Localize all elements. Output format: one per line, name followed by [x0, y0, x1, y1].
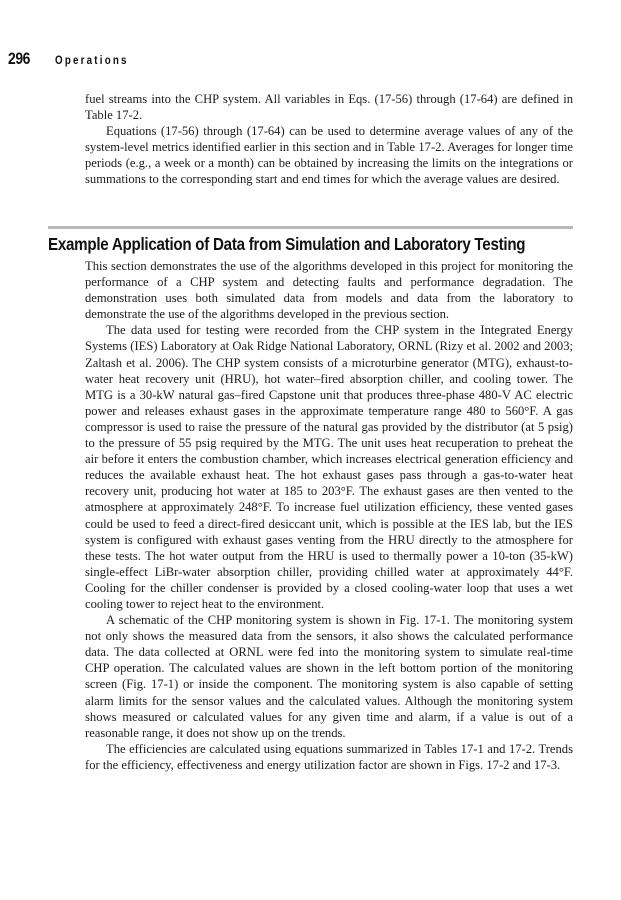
paragraph: This section demonstrates the use of the algorithms developed in this project for monitoring the performance of a CHP system and detecting faults and performance degradation. The demonstration uses both simulated data from models and data from the laboratory to demonstrate the use of the algorithms developed in the previous section.	[85, 259, 573, 322]
continuation-text	[85, 91, 573, 188]
page-number: 296	[8, 49, 31, 68]
paragraph: fuel streams into the CHP system. All variables in Eqs. (17-56) through (17-64) are defined in Table 17-2.	[85, 92, 573, 123]
paragraph: The data used for testing were recorded from the CHP system in the Integrated Energy Systems (IES) Laboratory at Oak Ridge National Laboratory, ORNL (Rizy et al. 2002 and 2003; Zaltash et al. 2006). The CHP system consists of a microturbine generator (MTG), exhaust-to-water heat recovery unit (HRU), hot water–fired absorption chiller, and cooling tower. The MTG is a 30-kW natural gas–fired Capstone unit that produces three-phase 480-V AC electric power and releases exhaust gases in the approximate temperature range 480 to 560°F. A gas compressor is used to raise the pressure of the natural gas provided by the distributor (at 5 psig) to the pressure of 55 psig required by the MTG. The unit uses heat recuperation to preheat the air before it enters the combustion chamber, which increases electrical generation efficiency and reduces the available exhaust heat. The hot exhaust gases pass through a gas-to-water heat recovery unit, producing hot water at 185 to 203°F. The exhaust gases are then vented to the atmosphere at approximately 248°F. To increase fuel utilization efficiency, these vented gases could be used to feed a direct-fired desiccant unit, which is possible at the IES lab, but the IES system is configured with exhaust gases venting from the HRU directly to the atmosphere for these tests. The hot water output from the HRU is used to thermally power a 10-ton (35-kW) single-effect LiBr-water absorption chiller, providing chilled water at approximately 44°F. Cooling for the chiller condenser is provided by a closed cooling-water loop that uses a wet cooling tower to reject heat to the environment.	[85, 323, 573, 611]
paragraph: The efficiencies are calculated using equations summarized in Tables 17-1 and 17-2. Trends for the efficiency, effectiveness and energy utilization factor are shown in Figs. 17-2 and 17-3.	[85, 741, 573, 772]
paragraph: A schematic of the CHP monitoring system is shown in Fig. 17-1. The monitoring system not only shows the measured data from the sensors, it also shows the calculated performance data. The data collected at ORNL were fed into the monitoring system to simulate real-time CHP operation. The calculated values are shown in the left bottom portion of the monitoring screen (Fig. 17-1) or inside the component. The monitoring system is also capable of setting alarm limits for the sensor values and the calculated values. Although the monitoring system shows measured or calculated values for any given time and alarm, if a value is out of a reasonable range, it does not show up on the trends.	[85, 613, 573, 740]
section-body	[85, 258, 573, 773]
running-head	[8, 49, 142, 69]
section-heading: Example Application of Data from Simulation and Laboratory Testing	[48, 234, 526, 254]
running-head-title: Operations	[55, 55, 129, 67]
paragraph: Equations (17-56) through (17-64) can be used to determine average values of any of the system-level metrics identified earlier in this section and in Table 17-2. Averages for longer time periods (e.g., a week or a month) can be obtained by increasing the limits on the integrations or summations to the corresponding start and end times for which the average values are desired.	[85, 124, 573, 187]
section-divider	[48, 226, 573, 229]
